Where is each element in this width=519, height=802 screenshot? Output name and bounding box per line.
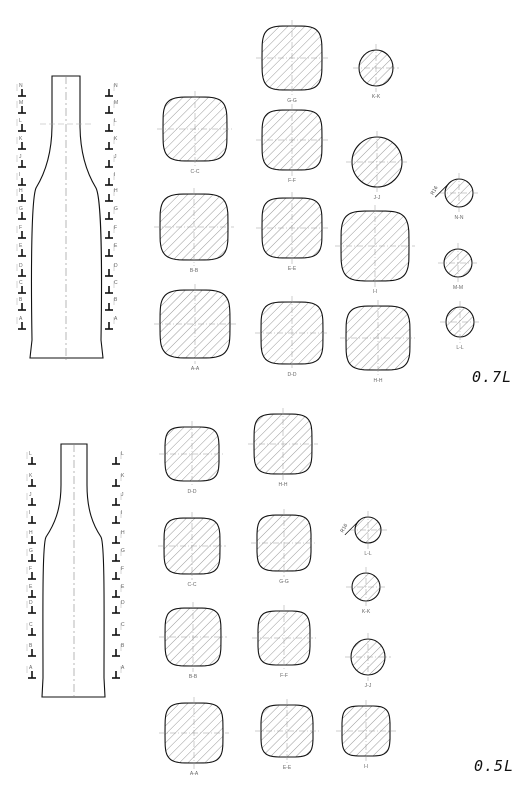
section-mark-a <box>27 665 36 678</box>
section-label: J-J <box>373 195 381 201</box>
section-a-a <box>159 697 229 777</box>
section-mark-c <box>112 622 125 635</box>
section-mark-label: C <box>114 280 118 286</box>
section-e-e <box>256 192 328 272</box>
section-mark-label: L <box>19 118 22 124</box>
section-b-b <box>154 188 234 274</box>
section-mark-d <box>27 600 36 613</box>
section-label: G-G <box>279 579 289 585</box>
section-mark-label: L <box>29 451 32 457</box>
section-mark-label: B <box>29 643 33 649</box>
section-d-d <box>255 296 329 378</box>
section-a-a <box>154 284 236 372</box>
section-mark-b <box>105 297 118 310</box>
section-mark-label: B <box>19 297 23 303</box>
section-mark-label: M <box>114 100 119 106</box>
section-mark-label: C <box>29 622 33 628</box>
section-f-f <box>256 104 328 184</box>
section-mark-label: G <box>114 206 118 212</box>
section-j-j <box>346 131 408 201</box>
section-j-j <box>345 633 391 689</box>
section-l-l <box>339 511 387 557</box>
section-mark-e <box>112 584 125 597</box>
section-mark-d <box>17 263 26 276</box>
section-label: K-K <box>371 94 381 100</box>
section-mark-label: J <box>121 492 124 498</box>
section-label: B-B <box>188 674 198 680</box>
section-mark-g <box>27 548 36 561</box>
section-mark-n <box>105 83 118 96</box>
section-mark-label: E <box>19 243 23 249</box>
section-mark-label: I <box>29 510 31 516</box>
section-d-d <box>159 421 225 495</box>
section-label: N-N <box>454 215 464 221</box>
section-mark-g <box>105 206 118 219</box>
section-mark-f <box>17 225 26 238</box>
section-label: B-B <box>189 268 199 274</box>
section-mark-label: N <box>114 83 118 89</box>
section-mark-label: E <box>29 584 33 590</box>
volume-label-0-5l: 0.5L <box>474 757 515 775</box>
section-c-c <box>157 91 233 175</box>
section-mark-label: K <box>121 473 125 479</box>
section-c-c <box>158 512 226 588</box>
section-mark-label: G <box>19 206 23 212</box>
section-mark-i <box>27 510 36 523</box>
section-mark-h <box>17 188 26 201</box>
section-mark-k <box>105 136 118 149</box>
cross-sections-0-7l <box>154 20 480 384</box>
section-label: K-K <box>361 609 371 615</box>
section-mark-m <box>17 100 26 113</box>
bottle-profile-0-7l <box>30 76 103 360</box>
section-mark-l <box>27 451 36 464</box>
section-mark-label: D <box>114 263 118 269</box>
section-mark-label: D <box>29 600 33 606</box>
section-mark-f <box>105 225 117 238</box>
section-mark-i <box>112 510 122 523</box>
section-mark-label: H <box>114 188 118 194</box>
section-mark-label: M <box>19 100 24 106</box>
section-l-l <box>440 301 480 351</box>
section-mark-a <box>112 665 125 678</box>
section-mark-label: L <box>114 118 117 124</box>
section-mark-i <box>17 172 26 185</box>
section-label: L-L <box>456 345 464 351</box>
section-mark-label: C <box>19 280 23 286</box>
section-mark-label: H <box>29 530 33 536</box>
section-mark-label: L <box>121 451 124 457</box>
section-mark-label: F <box>19 225 23 231</box>
section-mark-e <box>27 584 36 597</box>
section-mark-label: H <box>19 188 23 194</box>
section-mark-j <box>112 492 124 505</box>
section-mark-j <box>27 492 36 505</box>
section-label: E-E <box>287 266 297 272</box>
section-mark-d <box>105 263 118 276</box>
section-mark-label: F <box>29 566 33 572</box>
section-b-b <box>159 602 227 680</box>
section-label: H-H <box>373 378 383 384</box>
section-mark-label: F <box>121 566 125 572</box>
section-k-k <box>353 44 399 100</box>
section-mark-j <box>105 154 117 167</box>
section-g-g <box>256 20 328 104</box>
section-mark-e <box>17 243 26 256</box>
section-label: H-H <box>278 482 288 488</box>
section-mark-m <box>105 100 118 113</box>
section-label: D-D <box>287 372 297 378</box>
section-mark-k <box>17 136 26 149</box>
section-mark-k <box>112 473 125 486</box>
section-mark-b <box>27 643 36 656</box>
section-label: F-F <box>280 673 288 679</box>
section-n-n <box>430 173 479 221</box>
section-mark-i <box>105 172 115 185</box>
section-mark-label: A <box>121 665 125 671</box>
section-mark-label: A <box>19 316 23 322</box>
section-mark-c <box>27 622 36 635</box>
section-e-e <box>255 699 319 771</box>
section-mark-label: I <box>19 172 21 178</box>
section-label: F-F <box>288 178 296 184</box>
section-label: I-I <box>372 289 378 295</box>
section-mark-label: D <box>19 263 23 269</box>
section-mark-b <box>17 297 26 310</box>
section-mark-label: J <box>29 492 32 498</box>
section-mark-label: K <box>114 136 118 142</box>
section-i-i <box>335 205 415 295</box>
section-label: A-A <box>189 771 199 777</box>
section-mark-h <box>27 530 36 543</box>
section-mark-label: G <box>29 548 33 554</box>
section-mark-label: H <box>121 530 125 536</box>
section-mark-label: C <box>121 622 125 628</box>
section-mark-label: F <box>114 225 118 231</box>
section-label: C-C <box>187 582 197 588</box>
section-k-k <box>346 567 386 615</box>
section-mark-l <box>112 451 124 464</box>
section-mark-a <box>105 316 118 329</box>
section-marks-0-7l <box>17 83 118 329</box>
section-label: E-E <box>282 765 292 771</box>
section-label: G-G <box>287 98 297 104</box>
radius-label: R16 <box>339 522 350 534</box>
section-mark-label: I <box>114 172 116 178</box>
section-label: I-I <box>363 764 369 770</box>
section-mark-f <box>27 566 36 579</box>
section-mark-label: E <box>114 243 118 249</box>
section-label: L-L <box>364 551 372 557</box>
section-label: J-J <box>364 683 372 689</box>
section-mark-n <box>17 83 26 96</box>
section-label: C-C <box>190 169 200 175</box>
section-mark-label: K <box>29 473 33 479</box>
section-mark-label: G <box>121 548 125 554</box>
cross-sections-0-5l <box>158 408 396 777</box>
section-mark-g <box>17 206 26 219</box>
section-mark-label: E <box>121 584 125 590</box>
section-mark-h <box>105 188 118 201</box>
section-f-f <box>252 605 316 679</box>
section-h-h <box>340 300 416 384</box>
section-mark-label: I <box>121 510 123 516</box>
section-label: A-A <box>190 366 200 372</box>
section-label: D-D <box>187 489 197 495</box>
section-mark-d <box>112 600 125 613</box>
section-mark-c <box>105 280 118 293</box>
section-label: M-M <box>453 285 463 291</box>
section-mark-f <box>112 566 124 579</box>
section-mark-a <box>17 316 26 329</box>
section-g-g <box>251 509 317 585</box>
section-i-i <box>336 700 396 770</box>
section-mark-label: B <box>114 297 118 303</box>
radius-label: R16 <box>429 185 440 197</box>
section-mark-h <box>112 530 125 543</box>
section-mark-label: D <box>121 600 125 606</box>
section-marks-0-5l <box>27 451 125 678</box>
section-mark-l <box>105 118 117 131</box>
section-mark-g <box>112 548 125 561</box>
section-mark-label: A <box>29 665 33 671</box>
bottle-profile-0-5l <box>42 444 105 700</box>
section-mark-k <box>27 473 36 486</box>
section-mark-label: K <box>19 136 23 142</box>
section-m-m <box>438 243 478 291</box>
section-mark-label: N <box>19 83 23 89</box>
section-mark-l <box>17 118 26 131</box>
section-mark-c <box>17 280 26 293</box>
section-mark-j <box>17 154 26 167</box>
section-mark-e <box>105 243 118 256</box>
section-h-h <box>248 408 318 488</box>
section-mark-label: J <box>114 154 117 160</box>
section-mark-label: A <box>114 316 118 322</box>
section-mark-label: B <box>121 643 125 649</box>
section-mark-b <box>112 643 125 656</box>
volume-label-0-7l: 0.7L <box>472 368 513 386</box>
section-mark-label: J <box>19 154 22 160</box>
